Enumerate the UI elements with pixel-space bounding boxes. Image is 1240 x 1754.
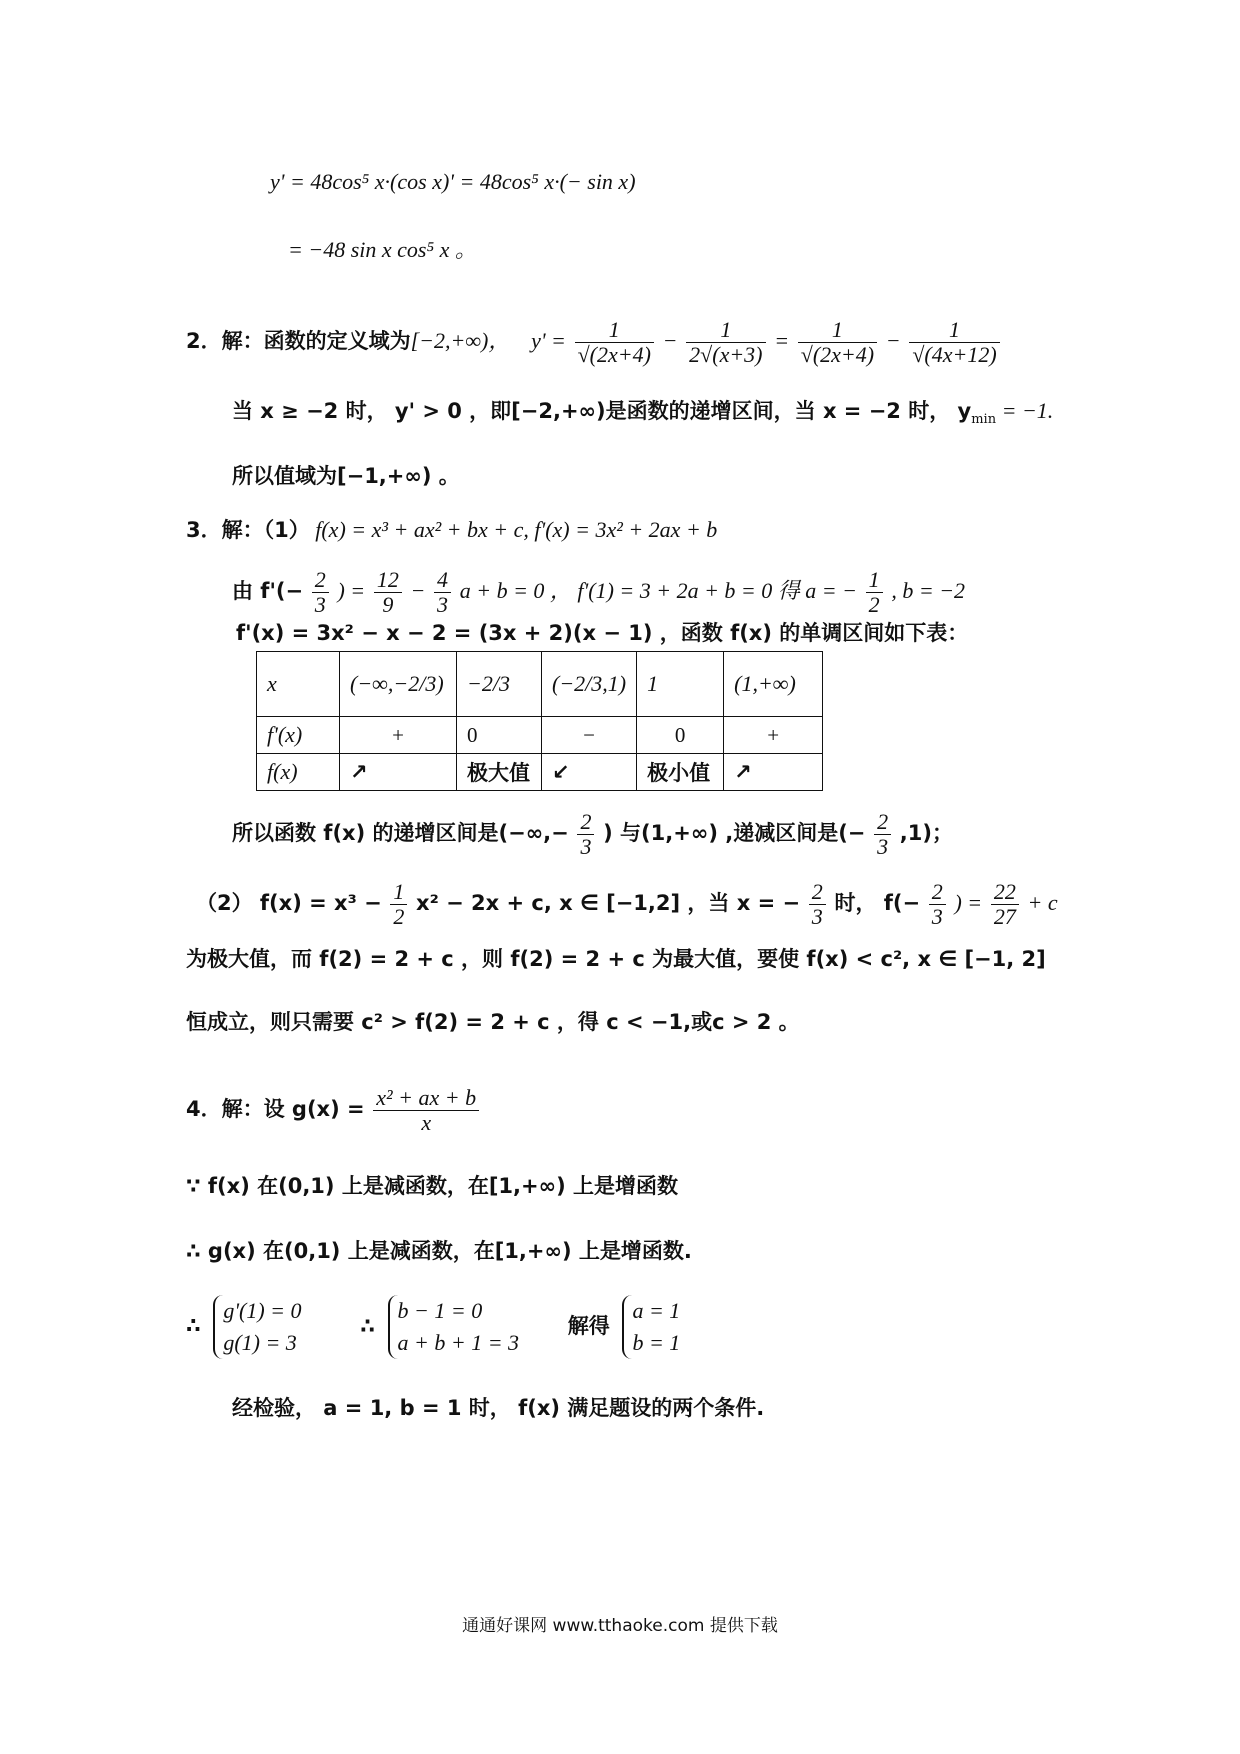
fraction-3: $\frac{1}{√(2x+4)}$ — [798, 318, 877, 367]
problem-4-line-1: 4．解：设 g(x) = $\frac{\text{x² + ax + b}}{x}$ — [186, 1086, 481, 1135]
problem-2-label: 2．解：函数的定义域为 — [186, 329, 411, 353]
equation-system-3: a = 1 b = 1 — [622, 1295, 688, 1359]
table-row: f'(x) + 0 − 0 + — [257, 717, 823, 754]
problem-3-line-5: （2） f(x) = x³ − $\frac{1}{2}$ x² − 2x + c, x ∈ [−1,2] ，当 x = − $\frac{2}{3}$ 时， f(− $\frac{2}{3}$ ) = $\frac{22}{27}$ + c — [196, 879, 1058, 929]
problem-3-line-3: f'(x) = 3x² − x − 2 = (3x + 2)(x − 1) ，函数 f(x) 的单调区间如下表： — [236, 621, 969, 645]
problem-2-line-2: 当 x ≥ −2 时， y' > 0 ，即[−2,+∞)是函数的递增区间，当 x = −2 时， $y_{min} = -1$. — [232, 398, 1054, 428]
derivative-line-1: y' = 48cos⁵ x·(cos x)' = 48cos⁵ x·(− sin x) — [270, 169, 636, 194]
problem-2-line-1: 2．解：函数的定义域为[−2,+∞)， y' = $\frac{1}{√(2x+4)}$ − $\frac{1}{2√(x+3)}$ = $\frac{1}{√(2x+4)}$ − $\frac{1}{√(4x+12)}$ — [186, 318, 1002, 367]
y-prime: y' = — [531, 328, 566, 353]
fraction-2: $\frac{1}{2√(x+3)}$ — [686, 318, 765, 367]
fraction-1: $\frac{1}{√(2x+4)}$ — [575, 318, 654, 367]
problem-3-line-1: 3．解：（1） f(x) = x³ + ax² + bx + c, f'(x) = 3x² + 2ax + b — [186, 517, 718, 542]
table-row: x (−∞,−2/3) −2/3 (−2/3,1) 1 (1,+∞) — [257, 652, 823, 717]
fraction-4: $\frac{1}{√(4x+12)}$ — [909, 318, 999, 367]
problem-3-line-4: 所以函数 f(x) 的递增区间是(−∞,− $\frac{2}{3}$ ) 与(1,+∞) ,递减区间是(− $\frac{2}{3}$ ,1)； — [232, 809, 953, 859]
table-row: f(x) ↗ 极大值 ↙ 极小值 ↗ — [257, 754, 823, 791]
footer-credit: 通通好课网 www.tthaoke.com 提供下载 — [462, 1616, 778, 1636]
domain-interval: [−2,+∞)， — [410, 328, 511, 353]
problem-3-line-7: 恒成立，则只需要 c² > f(2) = 2 + c ，得 c < −1,或c > 2 。 — [186, 1010, 800, 1034]
derivative-line-2: = −48 sin x cos⁵ x 。 — [288, 237, 477, 262]
min-subscript: min — [971, 412, 997, 428]
equation-system-2: b − 1 = 0 a + b + 1 = 3 — [388, 1295, 528, 1359]
problem-3-line-6: 为极大值，而 f(2) = 2 + c ，则 f(2) = 2 + c 为最大值，要使 f(x) < c², x ∈ [−1, 2] — [186, 947, 1046, 971]
problem-4-line-4: ∴ g'(1) = 0 g(1) = 3 ∴ b − 1 = 0 a + b + 1 = 3 解得 a = 1 b = 1 — [186, 1295, 688, 1359]
monotonicity-table — [256, 651, 823, 791]
problem-2-line-3: 所以值域为[−1,+∞) 。 — [232, 464, 460, 488]
problem-4-line-5: 经检验， a = 1, b = 1 时， f(x) 满足题设的两个条件. — [232, 1396, 765, 1420]
problem-4-line-2: ∵ f(x) 在(0,1) 上是减函数，在[1,+∞) 上是增函数 — [186, 1174, 679, 1198]
problem-4-line-3: ∴ g(x) 在(0,1) 上是减函数，在[1,+∞) 上是增函数. — [186, 1239, 692, 1263]
problem-3-line-2: 由 f'(− $\frac{2}{3}$ ) = $\frac{12}{9}$ − $\frac{4}{3}$ a + b = 0 ， f'(1) = 3 + 2a + b = 0 得 a = − $\frac{1}{2}$ , b = −2 — [232, 567, 966, 617]
equation-system-1: g'(1) = 0 g(1) = 3 — [213, 1295, 309, 1359]
